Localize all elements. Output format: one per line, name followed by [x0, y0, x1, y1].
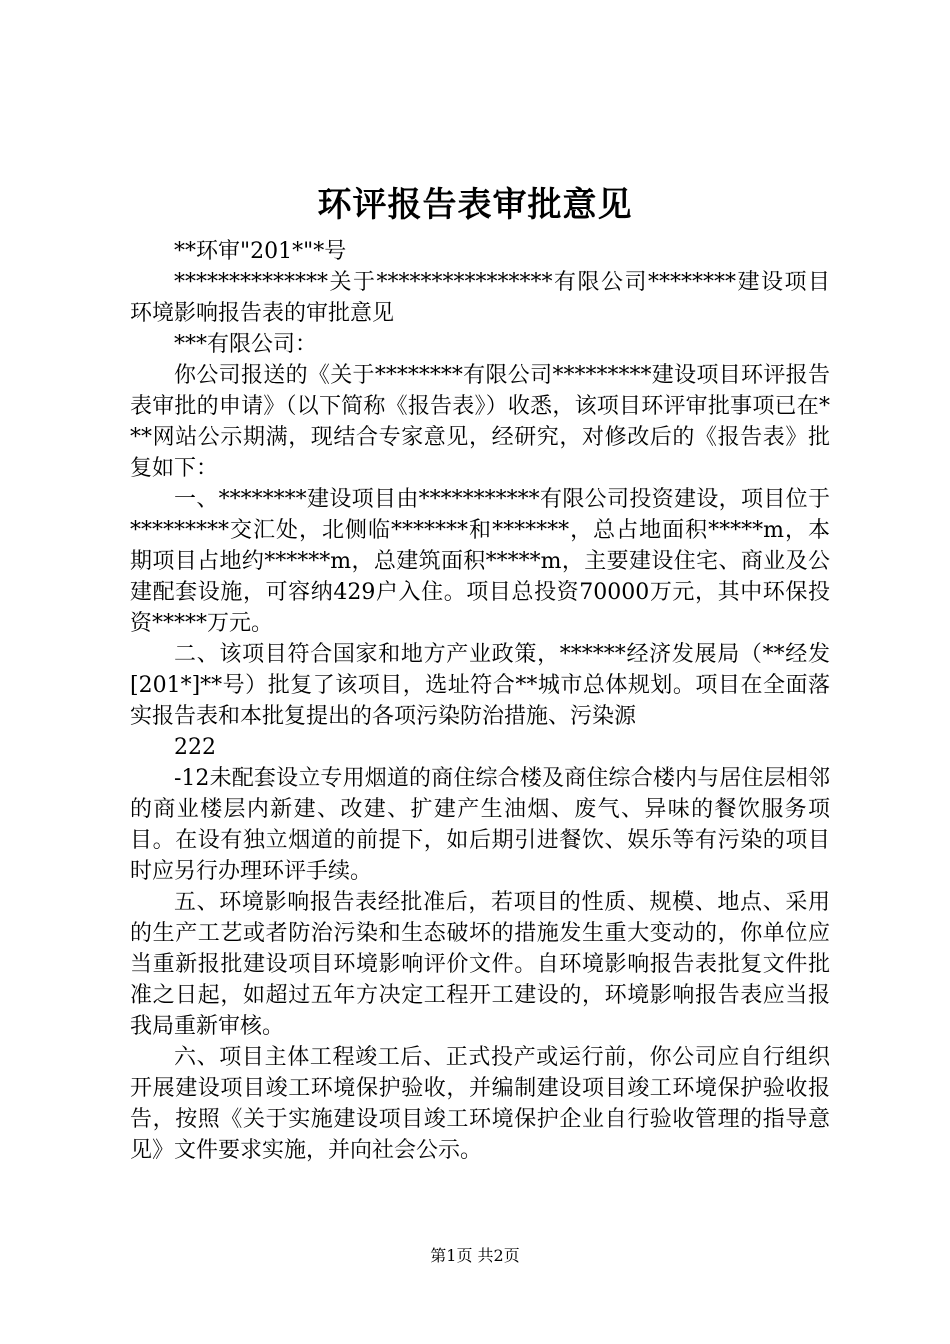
intro-paragraph: 你公司报送的《关于********有限公司*********建设项目环评报告表审批的申请》（以下简称《报告表》）收悉，该项目环评审批事项已在***网站公示期满，现结合专家意见，经研究，对修改后的《报告表》批复如下：	[130, 363, 830, 481]
section-five-paragraph: 五、环境影响报告表经批准后，若项目的性质、规模、地点、采用的生产工艺或者防治污染和生态破坏的措施发生重大变动的，你单位应当重新报批建设项目环境影响评价文件。自环境影响报告表批复文件批准之日起，如超过五年方决定工程开工建设的，环境影响报告表应当报我局重新审核。	[130, 890, 830, 1039]
document-title: 环评报告表审批意见	[317, 185, 633, 225]
document-number: **环审"201*"*号	[174, 239, 347, 264]
section-six-paragraph: 六、项目主体工程竣工后、正式投产或运行前，你公司应自行组织开展建设项目竣工环境保护验收，并编制建设项目竣工环境保护验收报告，按照《关于实施建设项目竣工环境保护企业自行验收管理的指导意见》文件要求实施，并向社会公示。	[130, 1045, 830, 1163]
section-two-paragraph: 二、该项目符合国家和地方产业政策，******经济发展局（**经发[201*]**号）批复了该项目，选址符合**城市总体规划。项目在全面落实报告表和本批复提出的各项污染防治措施、污染源	[130, 642, 830, 729]
approval-heading: **************关于****************有限公司********建设项目环境影响报告表的审批意见	[130, 270, 830, 326]
section-one-paragraph: 一、********建设项目由***********有限公司投资建设，项目位于*********交汇处，北侧临*******和*******，总占地面积*****m，本期项目占地约******m，总建筑面积*****m，主要建设住宅、商业及公建配套设施，可容纳429户入住。项目总投资70000万元，其中环保投资*****万元。	[130, 487, 830, 636]
page-footer: 第1页 共2页	[430, 1246, 520, 1265]
continuation-paragraph: -12未配套设立专用烟道的商住综合楼及商住综合楼内与居住层相邻的商业楼层内新建、改建、扩建产生油烟、废气、异味的餐饮服务项目。在设有独立烟道的前提下，如后期引进餐饮、娱乐等有污染的项目时应另行办理环评手续。	[130, 766, 830, 884]
fragment-number: 222	[174, 735, 216, 760]
document-body	[130, 236, 830, 1166]
recipient-line: ***有限公司：	[174, 332, 318, 357]
